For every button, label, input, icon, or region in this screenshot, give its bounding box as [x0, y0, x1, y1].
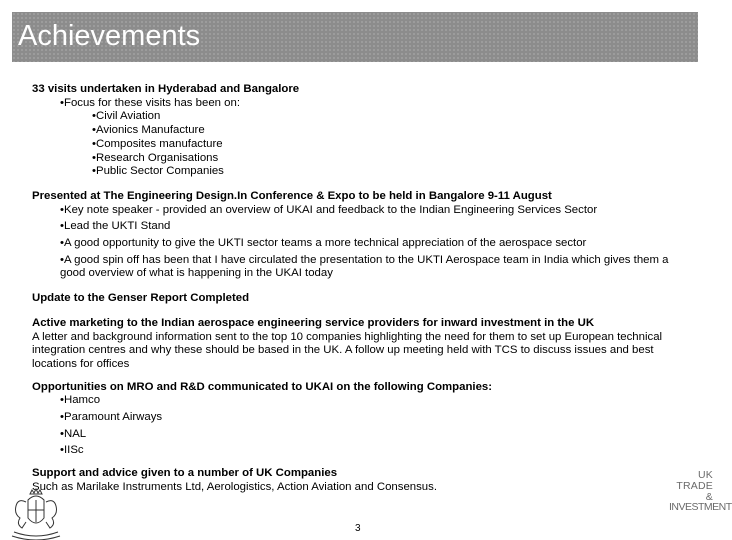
genser-heading: Update to the Genser Report Completed: [32, 292, 250, 305]
list-item: •IISc: [60, 444, 84, 457]
list-item: •A good opportunity to give the UKTI sector teams a more technical appreciation of the aerospace sector: [60, 237, 587, 250]
visits-heading: 33 visits undertaken in Hyderabad and Bangalore: [32, 83, 300, 95]
list-item: •NAL: [60, 427, 87, 440]
list-item: •Hamco: [60, 394, 101, 407]
support-heading: Support and advice given to a number of UK Companies: [32, 467, 338, 480]
ukti-logo: [669, 469, 732, 514]
list-item: •A good spin off has been that I have circulated the presentation to the UKTI Aerospace team in India which gives them a good overview of what is happening in the UKAI today: [60, 253, 669, 280]
list-item: •Civil Aviation: [92, 110, 161, 123]
logo-line: INVESTMENT: [669, 501, 732, 514]
list-item: •Research Organisations: [92, 151, 219, 164]
list-item: •Lead the UKTI Stand: [60, 220, 171, 233]
marketing-body: A letter and background information sent to the top 10 companies highlighting the need for them to set up European technical integration centres and why these should be based in the UK. A follow up meeting held with TCS to discuss issues and best locations for offices: [32, 330, 663, 370]
page-title: Achievements: [18, 20, 201, 52]
content-body: [32, 83, 682, 495]
page-number: 3: [355, 523, 361, 534]
support-body: Such as Marilake Instruments Ltd, Aerologistics, Action Aviation and Consensus.: [32, 480, 438, 493]
conference-heading: Presented at The Engineering Design.In Conference & Expo to be held in Bangalore 9-11 August: [32, 189, 552, 202]
list-item: •Key note speaker - provided an overview of UKAI and feedback to the Indian Engineering Services Sector: [60, 203, 598, 216]
marketing-heading: Active marketing to the Indian aerospace engineering service providers for inward investment in the UK: [32, 316, 595, 329]
visits-intro: •Focus for these visits has been on:: [60, 96, 241, 109]
royal-crest-icon: [6, 488, 66, 540]
logo-line: UK: [698, 469, 713, 481]
list-item: •Composites manufacture: [92, 137, 223, 150]
list-item: •Public Sector Companies: [92, 165, 224, 178]
title-bar: [12, 12, 698, 62]
logo-line: TRADE &: [676, 479, 713, 503]
mro-heading: Opportunities on MRO and R&D communicated to UKAI on the following Companies:: [32, 380, 493, 393]
list-item: •Paramount Airways: [60, 411, 163, 424]
list-item: •Avionics Manufacture: [92, 124, 205, 137]
